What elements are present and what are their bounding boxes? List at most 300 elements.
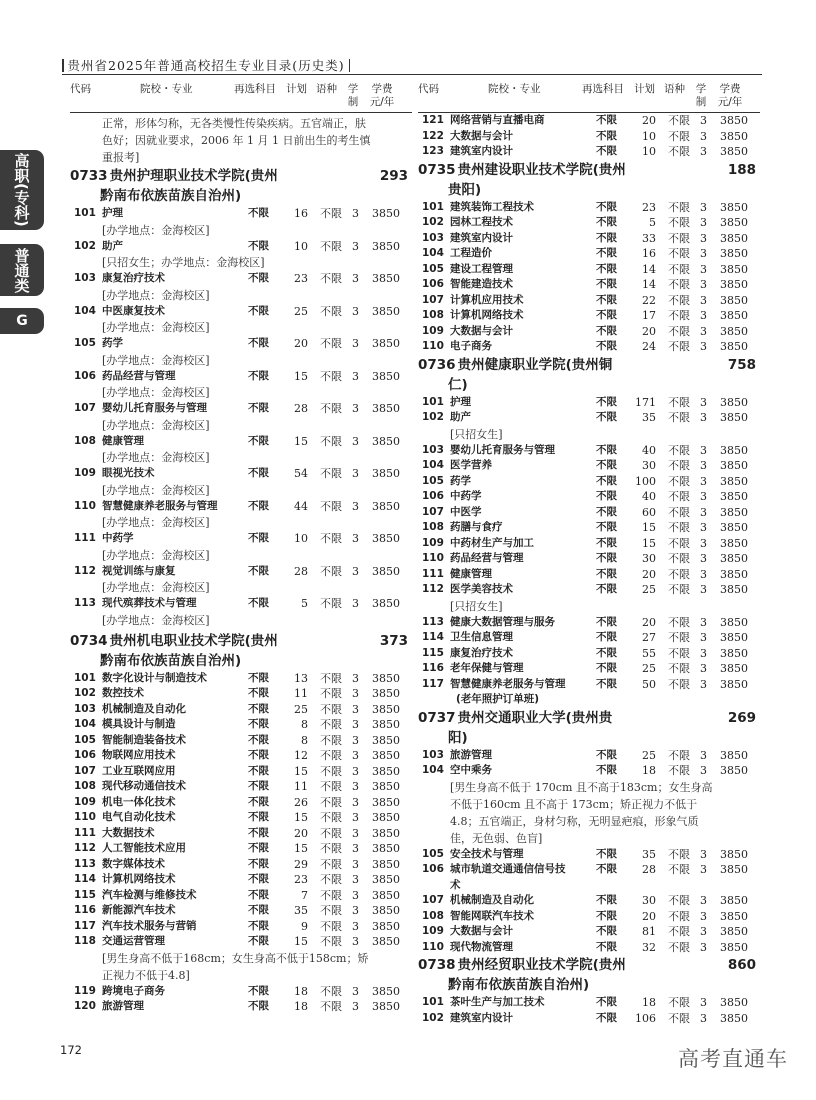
major-name: 康复治疗技术 (102, 272, 165, 284)
plan-count: 5 (649, 216, 656, 229)
language: 不限 (668, 293, 690, 307)
major-code: 104 (422, 459, 444, 471)
major-name: 建设工程管理 (450, 262, 513, 275)
subject-req: 不限 (596, 536, 617, 549)
major-name: 城市轨道交通通信信号技 (450, 863, 566, 875)
tuition-fee: 3850 (720, 764, 748, 777)
major-code: 112 (74, 842, 96, 854)
major-name: 中医康复技术 (102, 304, 165, 317)
study-length: 3 (352, 434, 359, 448)
plan-count: 10 (642, 129, 656, 143)
study-length: 3 (700, 677, 707, 691)
study-length: 3 (352, 402, 359, 415)
table-row (418, 567, 760, 583)
study-length: 3 (700, 340, 707, 353)
major-name: 数控技术 (102, 687, 144, 699)
tuition-fee: 3850 (372, 702, 400, 716)
right-column (418, 78, 760, 1026)
plan-count: 8 (301, 718, 308, 731)
plan-count: 26 (294, 795, 308, 809)
major-code: 111 (74, 826, 96, 839)
col-language: 语种 (316, 83, 337, 95)
subject-req: 不限 (596, 552, 617, 564)
col-school-major: 院校・专业 (140, 83, 193, 95)
major-name: 跨境电子商务 (102, 984, 165, 997)
table-row (418, 646, 760, 662)
subject-req: 不限 (596, 894, 617, 906)
subject-req: 不限 (596, 459, 617, 471)
major-code: 107 (422, 293, 444, 306)
study-length: 3 (352, 272, 359, 285)
language: 不限 (668, 395, 690, 409)
tuition-fee: 3850 (720, 677, 748, 691)
study-length: 3 (352, 935, 359, 948)
subject-req: 不限 (596, 646, 617, 659)
subject-req: 不限 (248, 984, 269, 997)
plan-count: 10 (294, 239, 308, 253)
tuition-fee: 3850 (372, 532, 400, 545)
plan-count: 10 (642, 145, 656, 158)
tuition-fee: 3850 (720, 262, 748, 276)
major-name: 人工智能技术应用 (102, 842, 186, 854)
language: 不限 (668, 278, 690, 291)
language: 不限 (668, 940, 690, 954)
major-name: 婴幼儿托育服务与管理 (102, 402, 207, 414)
subject-req: 不限 (248, 499, 269, 512)
school-heading: 0736 贵州健康职业学院(贵州铜 758 仁) (418, 356, 756, 393)
major-list-0733 (70, 206, 412, 629)
plan-count: 25 (642, 662, 656, 675)
language: 不限 (320, 337, 342, 350)
plan-count: 11 (294, 780, 308, 793)
language: 不限 (668, 925, 690, 938)
subject-req: 不限 (248, 239, 269, 252)
language: 不限 (668, 309, 690, 322)
tuition-fee: 3850 (372, 826, 400, 840)
major-name: 老年保健与管理 (450, 662, 524, 674)
major-name: 中药学 (102, 532, 134, 544)
plan-count: 15 (294, 842, 308, 855)
table-row (418, 995, 760, 1011)
subject-req: 不限 (248, 935, 269, 947)
major-code: 123 (422, 145, 444, 157)
table-row (418, 536, 760, 552)
table-row (418, 200, 760, 216)
tuition-fee: 3850 (720, 646, 748, 660)
tuition-fee: 3850 (720, 340, 748, 353)
subject-req: 不限 (248, 687, 269, 699)
major-note: [办学地点：金海校区] (102, 451, 210, 464)
subject-req: 不限 (248, 702, 269, 715)
major-name: 中药学 (450, 490, 482, 502)
tuition-fee: 3850 (720, 583, 748, 596)
plan-count: 24 (642, 340, 656, 353)
language: 不限 (668, 996, 690, 1009)
language: 不限 (320, 1000, 342, 1013)
major-note: [男生身高不低于168cm；女生身高不低于158cm；矫正视力不低于4.8] (102, 951, 369, 982)
major-name: 机电一体化技术 (102, 795, 176, 808)
table-row (418, 129, 760, 145)
major-code: 108 (422, 909, 444, 922)
major-code: 103 (422, 231, 444, 244)
subject-req: 不限 (248, 811, 269, 823)
major-code: 118 (74, 935, 96, 947)
language: 不限 (668, 847, 690, 861)
table-row (70, 206, 412, 222)
plan-count: 20 (642, 324, 656, 338)
plan-count: 40 (642, 443, 656, 457)
col-language: 语种 (664, 83, 685, 95)
col-fee: 学费元/年 (717, 83, 743, 108)
major-code: 102 (422, 1011, 444, 1024)
study-length: 3 (352, 888, 359, 902)
study-length: 3 (352, 904, 359, 917)
study-length: 3 (700, 474, 707, 488)
table-row (70, 764, 412, 780)
language: 不限 (320, 919, 342, 933)
language: 不限 (668, 216, 690, 229)
tuition-fee: 3850 (720, 662, 748, 675)
table-row (418, 862, 760, 878)
major-code: 113 (74, 597, 96, 609)
subject-req: 不限 (248, 207, 269, 219)
watermark: 高考直通车 (678, 1047, 788, 1071)
plan-count: 25 (294, 304, 308, 318)
major-note: [办学地点：金海校区] (102, 581, 210, 594)
major-list-0734 (70, 671, 412, 1015)
tuition-fee: 3850 (372, 369, 400, 383)
language: 不限 (320, 935, 342, 948)
subject-req: 不限 (596, 340, 617, 352)
tuition-fee: 3850 (720, 847, 748, 861)
major-code: 102 (422, 216, 444, 228)
language: 不限 (668, 583, 690, 596)
subject-req: 不限 (596, 863, 617, 875)
study-length: 3 (352, 687, 359, 700)
plan-count: 40 (642, 490, 656, 503)
major-code: 104 (422, 247, 444, 259)
study-length: 3 (700, 847, 707, 861)
study-length: 3 (352, 532, 359, 545)
tuition-fee: 3850 (372, 888, 400, 902)
tuition-fee: 3850 (372, 919, 400, 933)
table-row (418, 893, 760, 909)
plan-count: 28 (642, 863, 656, 876)
study-length: 3 (352, 780, 359, 793)
plan-count: 8 (301, 733, 308, 747)
major-name: 建筑室内设计 (450, 231, 513, 244)
table-row (70, 795, 412, 811)
tuition-fee: 3850 (720, 278, 748, 291)
plan-count: 12 (294, 749, 308, 762)
subject-req: 不限 (248, 671, 269, 684)
major-name: 大数据与会计 (450, 925, 513, 937)
major-note: [办学地点：金海校区] (102, 548, 210, 562)
subject-req: 不限 (596, 231, 617, 244)
subject-req: 不限 (248, 873, 269, 885)
subject-req: 不限 (248, 718, 269, 730)
table-row (70, 531, 412, 547)
table-row (418, 924, 760, 940)
plan-count: 44 (294, 499, 308, 513)
subject-req: 不限 (248, 904, 269, 916)
major-note: [只招女生] (450, 599, 503, 613)
language: 不限 (668, 145, 690, 158)
subject-req: 不限 (596, 474, 617, 487)
major-code: 103 (74, 702, 96, 715)
language: 不限 (320, 207, 342, 220)
school-heading: 0738 贵州经贸职业技术学院(贵州 860 黔南布依族苗族自治州) (418, 957, 756, 993)
tuition-fee: 3850 (372, 687, 400, 700)
major-code: 109 (422, 925, 444, 937)
plan-count: 15 (294, 369, 308, 383)
subject-req: 不限 (596, 521, 617, 533)
table-row (418, 661, 760, 677)
study-length: 3 (700, 231, 707, 245)
subject-req: 不限 (596, 1011, 617, 1024)
plan-count: 18 (294, 984, 308, 998)
table-row (70, 596, 412, 612)
tuition-fee: 3850 (372, 733, 400, 747)
study-length: 3 (700, 278, 707, 291)
language: 不限 (320, 434, 342, 448)
subject-req: 不限 (596, 200, 617, 213)
major-code: 106 (422, 490, 444, 502)
tuition-fee: 3850 (720, 940, 748, 954)
tuition-fee: 3850 (720, 200, 748, 214)
language: 不限 (668, 490, 690, 503)
study-length: 3 (700, 631, 707, 644)
page-number: 172 (60, 1043, 82, 1057)
major-code: 119 (74, 984, 96, 997)
tuition-fee: 3850 (720, 411, 748, 424)
table-row (418, 277, 760, 293)
major-code: 104 (74, 304, 96, 317)
major-name: 数字媒体技术 (102, 857, 165, 870)
plan-count: 11 (294, 687, 308, 700)
major-list-0738 (418, 995, 760, 1026)
tuition-fee: 3850 (372, 597, 400, 610)
column-header (70, 78, 412, 113)
col-length: 学制 (347, 83, 359, 108)
tuition-fee: 3850 (720, 114, 748, 127)
major-note: [只招女生；办学地点：金海校区] (102, 256, 265, 269)
tuition-fee: 3850 (720, 748, 748, 762)
tuition-fee: 3850 (372, 207, 400, 220)
table-row (418, 677, 760, 693)
language: 不限 (668, 909, 690, 923)
major-name: 汽车技术服务与营销 (102, 919, 197, 932)
tuition-fee: 3850 (372, 1000, 400, 1013)
major-code: 116 (422, 662, 444, 674)
table-row (418, 339, 760, 355)
major-code: 103 (74, 272, 96, 284)
study-length: 3 (352, 467, 359, 480)
plan-count: 28 (294, 564, 308, 578)
table-row (70, 336, 412, 352)
table-row (418, 1011, 760, 1027)
subject-req: 不限 (596, 247, 617, 259)
tuition-fee: 3850 (720, 631, 748, 644)
study-length: 3 (700, 395, 707, 409)
major-name: 医学美容技术 (450, 583, 513, 595)
table-row (418, 293, 760, 309)
tuition-fee: 3850 (720, 145, 748, 158)
study-length: 3 (700, 521, 707, 534)
plan-count: 15 (294, 935, 308, 948)
major-name: 汽车检测与维修技术 (102, 888, 197, 901)
table-row (418, 231, 760, 247)
major-note: [办学地点：金海校区] (102, 483, 210, 497)
tuition-fee: 3850 (720, 395, 748, 409)
subject-req: 不限 (248, 304, 269, 317)
study-length: 3 (700, 200, 707, 214)
subject-req: 不限 (596, 940, 617, 953)
plan-count: 14 (642, 278, 656, 291)
major-code: 109 (422, 324, 444, 337)
table-row (70, 841, 412, 857)
table-row (70, 857, 412, 873)
major-code: 107 (74, 402, 96, 414)
language: 不限 (668, 615, 690, 629)
plan-count: 27 (642, 631, 656, 644)
tuition-fee: 3850 (372, 984, 400, 998)
major-code: 103 (422, 748, 444, 761)
plan-count: 25 (642, 748, 656, 762)
language: 不限 (320, 702, 342, 716)
tuition-fee: 3850 (720, 459, 748, 472)
language: 不限 (668, 231, 690, 245)
major-name: 中药材生产与加工 (450, 536, 534, 549)
subject-req: 不限 (248, 597, 269, 609)
major-name: 旅游管理 (450, 748, 492, 761)
major-code: 110 (422, 940, 444, 953)
study-length: 3 (352, 764, 359, 778)
col-subject: 再选科目 (234, 83, 276, 95)
major-name: 健康管理 (450, 567, 492, 580)
study-length: 3 (352, 564, 359, 578)
subject-req: 不限 (596, 114, 617, 126)
major-name: 健康大数据管理与服务 (450, 615, 555, 628)
major-code: 112 (74, 564, 96, 577)
tuition-fee: 3850 (372, 337, 400, 350)
language: 不限 (320, 842, 342, 855)
plan-count: 35 (294, 904, 308, 917)
major-code: 122 (422, 129, 444, 142)
tuition-fee: 3850 (720, 293, 748, 307)
major-code: 113 (74, 857, 96, 870)
language: 不限 (320, 239, 342, 253)
major-note: [办学地点：金海校区] (102, 386, 210, 399)
language: 不限 (668, 521, 690, 534)
major-code: 110 (74, 499, 96, 512)
study-length: 3 (700, 748, 707, 762)
subject-req: 不限 (248, 564, 269, 577)
language: 不限 (320, 564, 342, 578)
tuition-fee: 3850 (372, 671, 400, 685)
major-name: 电气自动化技术 (102, 811, 176, 823)
subject-req: 不限 (596, 443, 617, 456)
table-row (418, 940, 760, 956)
major-code: 102 (74, 239, 96, 252)
subject-req: 不限 (596, 996, 617, 1008)
study-length: 3 (352, 795, 359, 809)
language: 不限 (320, 532, 342, 545)
language: 不限 (668, 662, 690, 675)
plan-count: 106 (635, 1011, 656, 1025)
subject-req: 不限 (596, 395, 617, 408)
plan-count: 20 (642, 567, 656, 581)
major-name: 现代物流管理 (450, 940, 513, 953)
table-row (70, 748, 412, 764)
plan-count: 16 (294, 207, 308, 220)
table-row (418, 395, 760, 411)
major-name: 药学 (450, 474, 471, 487)
tuition-fee: 3850 (372, 749, 400, 762)
col-subject: 再选科目 (582, 83, 624, 95)
tuition-fee: 3850 (720, 567, 748, 581)
study-length: 3 (700, 646, 707, 660)
major-code: 104 (74, 718, 96, 730)
study-length: 3 (700, 459, 707, 472)
major-code: 104 (422, 764, 444, 776)
language: 不限 (668, 505, 690, 519)
tuition-fee: 3850 (720, 863, 748, 876)
major-code: 105 (422, 262, 444, 275)
subject-req: 不限 (248, 749, 269, 761)
study-length: 3 (352, 873, 359, 886)
study-length: 3 (700, 247, 707, 260)
major-name: 康复治疗技术 (450, 646, 513, 659)
plan-count: 22 (642, 293, 656, 307)
major-code: 110 (74, 811, 96, 823)
study-length: 3 (700, 293, 707, 307)
language: 不限 (668, 677, 690, 691)
tuition-fee: 3850 (372, 304, 400, 318)
plan-count: 30 (642, 894, 656, 907)
table-row (70, 903, 412, 919)
header-title: 贵州省2025年普通高校招生专业目录(历史类) (62, 56, 350, 74)
subject-req: 不限 (596, 216, 617, 228)
language: 不限 (668, 324, 690, 338)
subject-req: 不限 (248, 272, 269, 284)
study-length: 3 (352, 718, 359, 731)
plan-count: 32 (642, 940, 656, 954)
table-row (418, 520, 760, 536)
plan-count: 23 (642, 200, 656, 214)
study-length: 3 (700, 129, 707, 143)
language: 不限 (320, 718, 342, 731)
study-length: 3 (700, 996, 707, 1009)
subject-req: 不限 (596, 764, 617, 776)
study-length: 3 (700, 443, 707, 457)
plan-count: 81 (642, 925, 656, 938)
plan-count: 29 (294, 857, 308, 871)
major-list-0737-b (418, 893, 760, 955)
language: 不限 (668, 411, 690, 424)
major-code: 106 (74, 369, 96, 382)
major-name: 茶叶生产与加工技术 (450, 996, 545, 1008)
plan-count: 54 (294, 467, 308, 480)
major-code: 105 (74, 337, 96, 349)
major-name: 现代殡葬技术与管理 (102, 597, 197, 609)
language: 不限 (320, 272, 342, 285)
side-tab-general: 普通类 (0, 244, 44, 296)
plan-count: 23 (294, 272, 308, 285)
tuition-fee: 3850 (720, 443, 748, 457)
major-code: 110 (422, 340, 444, 352)
study-length: 3 (352, 337, 359, 350)
